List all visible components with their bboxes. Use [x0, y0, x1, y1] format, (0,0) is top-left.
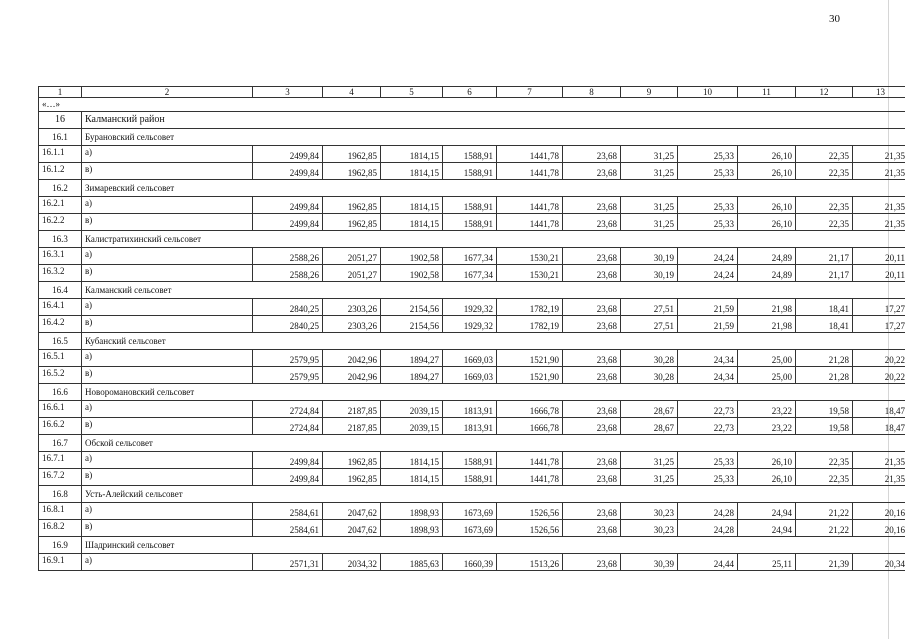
value-cell: 1962,85	[323, 163, 381, 180]
value-cell: 21,98	[738, 299, 796, 316]
column-number: 4	[323, 87, 381, 98]
value-cell: 21,28	[796, 367, 853, 384]
row-label: а)	[82, 248, 253, 265]
value-cell: 22,73	[678, 418, 738, 435]
table-row	[39, 214, 905, 231]
value-cell: 1962,85	[323, 469, 381, 486]
value-cell: 1669,03	[443, 367, 497, 384]
value-cell: 1902,58	[381, 265, 443, 282]
row-code: 16.4.1	[39, 299, 82, 316]
value-cell: 22,35	[796, 469, 853, 486]
value-cell: 23,68	[563, 503, 621, 520]
settlement-code: 16.1	[39, 129, 82, 146]
table-row	[39, 197, 905, 214]
district-row	[39, 112, 905, 129]
settlement-row	[39, 537, 905, 554]
value-cell: 1669,03	[443, 350, 497, 367]
value-cell: 1441,78	[497, 146, 563, 163]
value-cell: 1441,78	[497, 214, 563, 231]
table-row	[39, 503, 905, 520]
value-cell: 2571,31	[253, 554, 323, 571]
column-number: 6	[443, 87, 497, 98]
row-code: 16.6.1	[39, 401, 82, 418]
value-cell: 21,35	[853, 146, 905, 163]
row-label: а)	[82, 350, 253, 367]
value-cell: 1521,90	[497, 367, 563, 384]
value-cell: 1530,21	[497, 248, 563, 265]
value-cell: 23,68	[563, 520, 621, 537]
value-cell: 20,34	[853, 554, 905, 571]
value-cell: 24,34	[678, 367, 738, 384]
value-cell: 21,35	[853, 214, 905, 231]
table-row	[39, 401, 905, 418]
value-cell: 1677,34	[443, 265, 497, 282]
value-cell: 1962,85	[323, 197, 381, 214]
value-cell: 25,33	[678, 452, 738, 469]
table-row	[39, 452, 905, 469]
settlement-name: Зимаревский сельсовет	[82, 180, 905, 197]
value-cell: 24,89	[738, 265, 796, 282]
value-cell: 1530,21	[497, 265, 563, 282]
value-cell: 31,25	[621, 214, 678, 231]
value-cell: 24,28	[678, 503, 738, 520]
value-cell: 23,68	[563, 469, 621, 486]
settlement-code: 16.7	[39, 435, 82, 452]
value-cell: 21,17	[796, 248, 853, 265]
settlement-code: 16.3	[39, 231, 82, 248]
value-cell: 1588,91	[443, 469, 497, 486]
row-label: в)	[82, 214, 253, 231]
value-cell: 2499,84	[253, 452, 323, 469]
value-cell: 27,51	[621, 316, 678, 333]
value-cell: 23,68	[563, 452, 621, 469]
value-cell: 2584,61	[253, 503, 323, 520]
value-cell: 23,68	[563, 316, 621, 333]
row-code: 16.1.2	[39, 163, 82, 180]
value-cell: 28,67	[621, 418, 678, 435]
value-cell: 26,10	[738, 197, 796, 214]
column-number: 9	[621, 87, 678, 98]
value-cell: 2588,26	[253, 265, 323, 282]
settlement-row	[39, 384, 905, 401]
value-cell: 2499,84	[253, 146, 323, 163]
value-cell: 31,25	[621, 163, 678, 180]
value-cell: 2154,56	[381, 299, 443, 316]
value-cell: 2039,15	[381, 401, 443, 418]
value-cell: 23,68	[563, 554, 621, 571]
table-row	[39, 248, 905, 265]
value-cell: 1673,69	[443, 520, 497, 537]
value-cell: 21,39	[796, 554, 853, 571]
value-cell: 1588,91	[443, 163, 497, 180]
settlement-name: Усть-Алейский сельсовет	[82, 486, 905, 503]
row-code: 16.4.2	[39, 316, 82, 333]
value-cell: 25,33	[678, 146, 738, 163]
settlement-row	[39, 486, 905, 503]
value-cell: 2579,95	[253, 367, 323, 384]
settlement-code: 16.5	[39, 333, 82, 350]
row-label: а)	[82, 503, 253, 520]
column-number: 1	[39, 87, 82, 98]
row-code: 16.1.1	[39, 146, 82, 163]
value-cell: 30,23	[621, 520, 678, 537]
table-row	[39, 265, 905, 282]
value-cell: 30,23	[621, 503, 678, 520]
value-cell: 25,33	[678, 469, 738, 486]
row-code: 16.6.2	[39, 418, 82, 435]
row-label: в)	[82, 163, 253, 180]
row-code: 16.3.2	[39, 265, 82, 282]
row-label: в)	[82, 316, 253, 333]
value-cell: 23,68	[563, 214, 621, 231]
column-number: 13	[853, 87, 905, 98]
value-cell: 20,11	[853, 265, 905, 282]
value-cell: 30,19	[621, 248, 678, 265]
settlement-code: 16.6	[39, 384, 82, 401]
value-cell: 24,94	[738, 520, 796, 537]
value-cell: 22,35	[796, 163, 853, 180]
value-cell: 2499,84	[253, 163, 323, 180]
value-cell: 1929,32	[443, 299, 497, 316]
value-cell: 1902,58	[381, 248, 443, 265]
value-cell: 2154,56	[381, 316, 443, 333]
value-cell: 2584,61	[253, 520, 323, 537]
value-cell: 30,28	[621, 350, 678, 367]
value-cell: 31,25	[621, 452, 678, 469]
value-cell: 1894,27	[381, 350, 443, 367]
value-cell: 30,28	[621, 367, 678, 384]
value-cell: 1588,91	[443, 214, 497, 231]
value-cell: 26,10	[738, 146, 796, 163]
value-cell: 21,17	[796, 265, 853, 282]
value-cell: 21,22	[796, 503, 853, 520]
value-cell: 2034,32	[323, 554, 381, 571]
settlement-name: Обской сельсовет	[82, 435, 905, 452]
value-cell: 23,68	[563, 299, 621, 316]
column-number: 12	[796, 87, 853, 98]
value-cell: 25,11	[738, 554, 796, 571]
value-cell: 1588,91	[443, 452, 497, 469]
value-cell: 26,10	[738, 469, 796, 486]
row-label: в)	[82, 520, 253, 537]
value-cell: 24,89	[738, 248, 796, 265]
value-cell: 21,35	[853, 163, 905, 180]
value-cell: 21,35	[853, 469, 905, 486]
row-code: 16.7.2	[39, 469, 82, 486]
value-cell: 1885,63	[381, 554, 443, 571]
value-cell: 25,33	[678, 163, 738, 180]
value-cell: 26,10	[738, 214, 796, 231]
value-cell: 1666,78	[497, 401, 563, 418]
value-cell: 2840,25	[253, 316, 323, 333]
settlement-code: 16.8	[39, 486, 82, 503]
value-cell: 20,22	[853, 350, 905, 367]
column-number: 11	[738, 87, 796, 98]
column-number: 2	[82, 87, 253, 98]
table-row	[39, 469, 905, 486]
value-cell: 1588,91	[443, 146, 497, 163]
value-cell: 25,33	[678, 214, 738, 231]
value-cell: 19,58	[796, 401, 853, 418]
value-cell: 2051,27	[323, 248, 381, 265]
value-cell: 1526,56	[497, 503, 563, 520]
value-cell: 22,35	[796, 197, 853, 214]
value-cell: 21,59	[678, 316, 738, 333]
settlement-code: 16.4	[39, 282, 82, 299]
value-cell: 23,68	[563, 418, 621, 435]
settlement-row	[39, 231, 905, 248]
row-label: а)	[82, 299, 253, 316]
value-cell: 1962,85	[323, 214, 381, 231]
row-label: а)	[82, 452, 253, 469]
value-cell: 1441,78	[497, 197, 563, 214]
ellipsis-mark: «…»	[39, 98, 905, 112]
value-cell: 20,16	[853, 520, 905, 537]
value-cell: 1677,34	[443, 248, 497, 265]
value-cell: 2499,84	[253, 214, 323, 231]
value-cell: 1898,93	[381, 520, 443, 537]
value-cell: 21,22	[796, 520, 853, 537]
value-cell: 18,47	[853, 401, 905, 418]
tariff-table	[38, 86, 905, 571]
value-cell: 24,28	[678, 520, 738, 537]
value-cell: 1814,15	[381, 163, 443, 180]
value-cell: 1782,19	[497, 299, 563, 316]
value-cell: 1441,78	[497, 452, 563, 469]
value-cell: 2724,84	[253, 418, 323, 435]
row-label: а)	[82, 554, 253, 571]
district-name: Калманский район	[82, 112, 905, 129]
value-cell: 27,51	[621, 299, 678, 316]
row-label: в)	[82, 469, 253, 486]
settlement-code: 16.9	[39, 537, 82, 554]
value-cell: 1441,78	[497, 469, 563, 486]
row-code: 16.5.1	[39, 350, 82, 367]
value-cell: 1526,56	[497, 520, 563, 537]
row-label: в)	[82, 367, 253, 384]
value-cell: 2499,84	[253, 197, 323, 214]
table-row	[39, 163, 905, 180]
value-cell: 1814,15	[381, 146, 443, 163]
value-cell: 2303,26	[323, 316, 381, 333]
row-label: в)	[82, 418, 253, 435]
value-cell: 23,68	[563, 163, 621, 180]
value-cell: 17,27	[853, 316, 905, 333]
value-cell: 24,24	[678, 248, 738, 265]
value-cell: 22,35	[796, 146, 853, 163]
value-cell: 28,67	[621, 401, 678, 418]
value-cell: 23,68	[563, 401, 621, 418]
value-cell: 25,00	[738, 350, 796, 367]
value-cell: 1814,15	[381, 197, 443, 214]
value-cell: 21,35	[853, 452, 905, 469]
value-cell: 2579,95	[253, 350, 323, 367]
value-cell: 21,98	[738, 316, 796, 333]
value-cell: 23,68	[563, 248, 621, 265]
value-cell: 22,35	[796, 452, 853, 469]
row-label: а)	[82, 197, 253, 214]
value-cell: 2840,25	[253, 299, 323, 316]
value-cell: 2039,15	[381, 418, 443, 435]
value-cell: 1813,91	[443, 401, 497, 418]
table-row	[39, 146, 905, 163]
value-cell: 2047,62	[323, 520, 381, 537]
value-cell: 1666,78	[497, 418, 563, 435]
settlement-row	[39, 435, 905, 452]
value-cell: 2499,84	[253, 469, 323, 486]
settlement-name: Калманский сельсовет	[82, 282, 905, 299]
value-cell: 18,41	[796, 316, 853, 333]
table-row	[39, 367, 905, 384]
value-cell: 25,00	[738, 367, 796, 384]
table-row	[39, 520, 905, 537]
row-label: в)	[82, 265, 253, 282]
table-row	[39, 554, 905, 571]
value-cell: 1813,91	[443, 418, 497, 435]
settlement-code: 16.2	[39, 180, 82, 197]
value-cell: 21,28	[796, 350, 853, 367]
value-cell: 20,16	[853, 503, 905, 520]
value-cell: 23,22	[738, 418, 796, 435]
value-cell: 1894,27	[381, 367, 443, 384]
value-cell: 23,68	[563, 367, 621, 384]
value-cell: 1782,19	[497, 316, 563, 333]
value-cell: 1898,93	[381, 503, 443, 520]
district-code: 16	[39, 112, 82, 129]
value-cell: 2047,62	[323, 503, 381, 520]
value-cell: 26,10	[738, 163, 796, 180]
value-cell: 2588,26	[253, 248, 323, 265]
value-cell: 1660,39	[443, 554, 497, 571]
row-code: 16.2.2	[39, 214, 82, 231]
value-cell: 23,68	[563, 350, 621, 367]
settlement-name: Кубанский сельсовет	[82, 333, 905, 350]
settlement-name: Новоромановский сельсовет	[82, 384, 905, 401]
value-cell: 24,34	[678, 350, 738, 367]
value-cell: 31,25	[621, 197, 678, 214]
settlement-row	[39, 129, 905, 146]
value-cell: 24,94	[738, 503, 796, 520]
row-code: 16.5.2	[39, 367, 82, 384]
value-cell: 2187,85	[323, 418, 381, 435]
value-cell: 1929,32	[443, 316, 497, 333]
row-code: 16.3.1	[39, 248, 82, 265]
value-cell: 24,24	[678, 265, 738, 282]
value-cell: 21,35	[853, 197, 905, 214]
row-code: 16.9.1	[39, 554, 82, 571]
value-cell: 1513,26	[497, 554, 563, 571]
value-cell: 21,59	[678, 299, 738, 316]
value-cell: 20,11	[853, 248, 905, 265]
value-cell: 24,44	[678, 554, 738, 571]
ellipsis-row	[39, 98, 905, 112]
value-cell: 1673,69	[443, 503, 497, 520]
column-number: 10	[678, 87, 738, 98]
value-cell: 1962,85	[323, 146, 381, 163]
value-cell: 30,39	[621, 554, 678, 571]
value-cell: 1441,78	[497, 163, 563, 180]
table-row	[39, 350, 905, 367]
table-row	[39, 316, 905, 333]
value-cell: 1814,15	[381, 469, 443, 486]
value-cell: 23,68	[563, 146, 621, 163]
value-cell: 18,47	[853, 418, 905, 435]
value-cell: 23,22	[738, 401, 796, 418]
column-number-row	[39, 87, 905, 98]
row-code: 16.8.1	[39, 503, 82, 520]
value-cell: 18,41	[796, 299, 853, 316]
row-code: 16.8.2	[39, 520, 82, 537]
value-cell: 17,27	[853, 299, 905, 316]
value-cell: 1814,15	[381, 452, 443, 469]
value-cell: 1588,91	[443, 197, 497, 214]
settlement-name: Шадринский сельсовет	[82, 537, 905, 554]
settlement-row	[39, 333, 905, 350]
value-cell: 2042,96	[323, 367, 381, 384]
value-cell: 1962,85	[323, 452, 381, 469]
settlement-name: Бурановский сельсовет	[82, 129, 905, 146]
value-cell: 2042,96	[323, 350, 381, 367]
value-cell: 2187,85	[323, 401, 381, 418]
settlement-name: Калистратихинский сельсовет	[82, 231, 905, 248]
row-label: а)	[82, 401, 253, 418]
column-number: 8	[563, 87, 621, 98]
row-code: 16.7.1	[39, 452, 82, 469]
column-number: 7	[497, 87, 563, 98]
value-cell: 25,33	[678, 197, 738, 214]
value-cell: 19,58	[796, 418, 853, 435]
value-cell: 31,25	[621, 469, 678, 486]
value-cell: 26,10	[738, 452, 796, 469]
value-cell: 1521,90	[497, 350, 563, 367]
value-cell: 20,22	[853, 367, 905, 384]
value-cell: 31,25	[621, 146, 678, 163]
table-row	[39, 418, 905, 435]
value-cell: 2724,84	[253, 401, 323, 418]
value-cell: 1814,15	[381, 214, 443, 231]
column-number: 3	[253, 87, 323, 98]
value-cell: 30,19	[621, 265, 678, 282]
value-cell: 22,73	[678, 401, 738, 418]
row-label: а)	[82, 146, 253, 163]
row-code: 16.2.1	[39, 197, 82, 214]
value-cell: 22,35	[796, 214, 853, 231]
settlement-row	[39, 282, 905, 299]
page-number: 30	[829, 13, 840, 25]
value-cell: 2303,26	[323, 299, 381, 316]
column-number: 5	[381, 87, 443, 98]
value-cell: 2051,27	[323, 265, 381, 282]
settlement-row	[39, 180, 905, 197]
table-row	[39, 299, 905, 316]
value-cell: 23,68	[563, 265, 621, 282]
value-cell: 23,68	[563, 197, 621, 214]
